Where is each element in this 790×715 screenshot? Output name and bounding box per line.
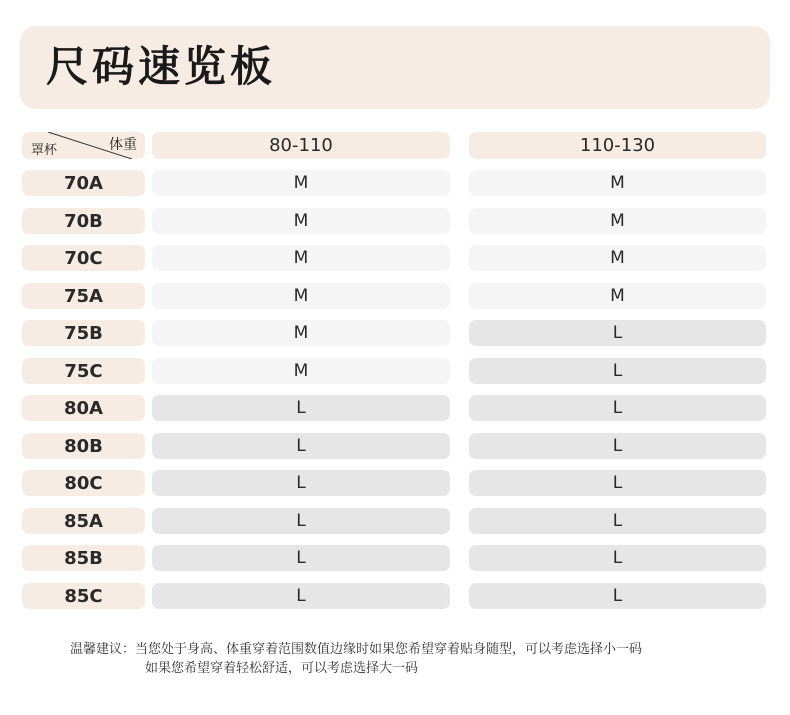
size-cell: L <box>152 433 450 459</box>
size-cell: L <box>152 470 450 496</box>
table-corner-header <box>22 132 145 159</box>
row-label: 70A <box>22 170 145 196</box>
size-cell: L <box>152 395 450 421</box>
row-label: 70B <box>22 208 145 234</box>
size-cell: L <box>469 583 766 609</box>
row-label: 80A <box>22 395 145 421</box>
size-cell: L <box>469 395 766 421</box>
cup-header: 罩杯 <box>31 143 58 158</box>
size-cell: L <box>469 545 766 571</box>
size-cell: M <box>469 245 766 271</box>
row-label: 80B <box>22 433 145 459</box>
row-label: 75A <box>22 283 145 309</box>
page-title: 尺码速览板 <box>46 42 277 91</box>
row-label: 85C <box>22 583 145 609</box>
size-cell: M <box>469 208 766 234</box>
row-label: 85A <box>22 508 145 534</box>
note-text-2: 如果您希望穿着轻松舒适，可以考虑选择大一码 <box>145 661 419 676</box>
row-label: 70C <box>22 245 145 271</box>
size-cell: L <box>469 358 766 384</box>
size-cell: M <box>152 208 450 234</box>
row-label: 80C <box>22 470 145 496</box>
weight-header: 体重 <box>109 137 137 153</box>
note-prefix: 温馨建议： <box>70 642 136 657</box>
size-cell: M <box>152 320 450 346</box>
size-cell: L <box>152 583 450 609</box>
size-cell: M <box>152 358 450 384</box>
row-label: 75C <box>22 358 145 384</box>
row-label: 75B <box>22 320 145 346</box>
size-cell: M <box>152 283 450 309</box>
size-cell: M <box>469 283 766 309</box>
size-cell: M <box>152 170 450 196</box>
note-line-1 <box>70 638 642 657</box>
size-cell: L <box>469 470 766 496</box>
size-cell: L <box>469 320 766 346</box>
size-cell: M <box>152 245 450 271</box>
size-cell: M <box>469 170 766 196</box>
size-cell: L <box>469 508 766 534</box>
size-cell: L <box>152 545 450 571</box>
column-header: 110-130 <box>469 132 766 159</box>
row-label: 85B <box>22 545 145 571</box>
note-text-1: 当您处于身高、体重穿着范围数值边缘时如果您希望穿着贴身随型，可以考虑选择小一码 <box>135 642 643 657</box>
size-cell: L <box>469 433 766 459</box>
column-header: 80-110 <box>152 132 450 159</box>
size-cell: L <box>152 508 450 534</box>
